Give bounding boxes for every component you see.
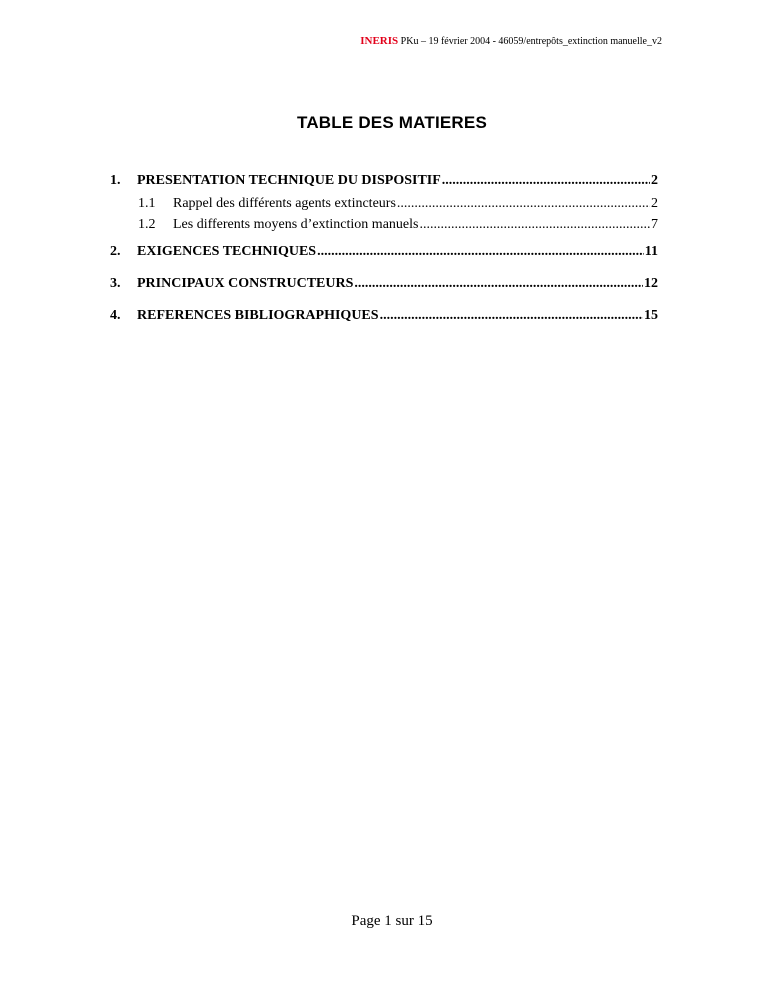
toc-entry-number: 1.1 — [138, 196, 156, 211]
running-header — [360, 35, 662, 48]
toc-dot-leader — [442, 172, 650, 190]
toc-entry-page: 2 — [651, 196, 658, 211]
toc-entry-page: 12 — [644, 276, 658, 291]
toc-dot-leader — [317, 243, 644, 261]
document-reference: PKu – 19 février 2004 - 46059/entrepôts_extinction manuelle_v2 — [400, 36, 662, 47]
toc-entry-number: 4. — [110, 308, 121, 323]
toc-entry-number: 3. — [110, 276, 121, 291]
toc-entry-title: REFERENCES BIBLIOGRAPHIQUES — [137, 308, 379, 323]
toc-dot-leader — [354, 275, 643, 293]
toc-entry-page: 15 — [644, 308, 658, 323]
toc-entry-title: Les differents moyens d’extinction manuels — [173, 217, 419, 232]
toc-entry[interactable] — [138, 216, 658, 234]
toc-entry-page: 7 — [651, 217, 658, 232]
toc-entry-page: 11 — [644, 244, 658, 259]
toc-dot-leader — [397, 195, 650, 213]
page-number-footer: Page 1 sur 15 — [351, 913, 433, 929]
toc-entry-title: EXIGENCES TECHNIQUES — [137, 244, 317, 259]
toc-entry-number: 1.2 — [138, 217, 156, 232]
toc-entry-number: 2. — [110, 244, 121, 259]
toc-entry-page: 2 — [651, 173, 658, 188]
toc-dot-leader — [380, 307, 643, 325]
toc-title: TABLE DES MATIERES — [297, 113, 487, 132]
toc-entry-title: PRESENTATION TECHNIQUE DU DISPOSITIF — [137, 173, 441, 188]
toc-entry[interactable] — [138, 195, 658, 213]
toc-entry[interactable] — [110, 307, 658, 325]
ineris-brand: INERIS — [360, 35, 399, 47]
toc-entry-number: 1. — [110, 173, 121, 188]
toc-entry[interactable] — [110, 172, 658, 190]
toc-entry[interactable] — [110, 275, 658, 293]
toc-entry-title: PRINCIPAUX CONSTRUCTEURS — [137, 276, 354, 291]
toc-entry[interactable] — [110, 243, 658, 261]
toc-entry-title: Rappel des différents agents extincteurs — [173, 196, 396, 211]
toc-dot-leader — [419, 216, 650, 234]
